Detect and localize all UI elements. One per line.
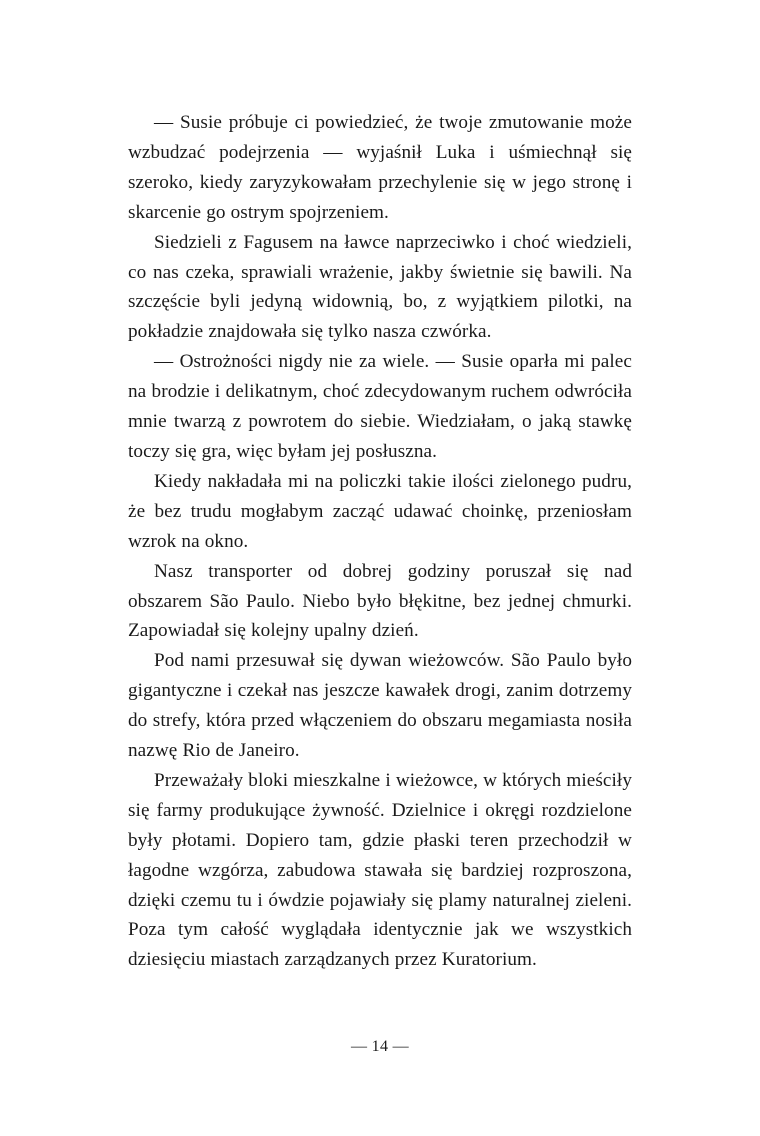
paragraph: — Susie próbuje ci powiedzieć, że twoje zmutowanie może wzbudzać podejrzenia — wyjaśnił Luka i uśmiechnął się szeroko, kiedy zaryzykowałam przechylenie się w jego stronę i skarcenie go ostrym spojrzeniem.	[128, 112, 632, 223]
paragraph: Siedzieli z Fagusem na ławce naprzeciwko i choć wiedzieli, co nas czeka, sprawiali wrażenie, jakby świetnie się bawili. Na szczęście byli jedyną widownią, bo, z wyjątkiem pilotki, na pokładzie znajdowała się tylko nasza czwórka.	[128, 231, 632, 343]
paragraph: Kiedy nakładała mi na policzki takie ilości zielonego pudru, że bez trudu mogłabym zacząć udawać choinkę, przeniosłam wzrok na okno.	[128, 470, 632, 552]
body-text-block	[128, 108, 632, 975]
paragraph: Pod nami przesuwał się dywan wieżowców. São Paulo było gigantyczne i czekał nas jeszcze kawałek drogi, zanim dotrzemy do strefy, która przed włączeniem do obszaru megamiasta nosiła nazwę Rio de Janeiro.	[128, 650, 632, 762]
paragraph: Przeważały bloki mieszkalne i wieżowce, w których mieściły się farmy produkujące żywność. Dzielnice i okręgi rozdzielone były płotami. Dopiero tam, gdzie płaski teren przechodził w łagodne wzgórza, zabudowa stawała się bardziej rozproszona, dzięki czemu tu i ówdzie pojawiały się plamy naturalnej zieleni. Poza tym całość wyglądała identycznie jak we wszystkich dziesięciu miastach zarządzanych przez Kuratorium.	[128, 769, 632, 971]
paragraph: Nasz transporter od dobrej godziny poruszał się nad obszarem São Paulo. Niebo było błękitne, bez jednej chmurki. Zapowiadał się kolejny upalny dzień.	[128, 560, 632, 642]
paragraph: — Ostrożności nigdy nie za wiele. — Susie oparła mi palec na brodzie i delikatnym, choć zdecydowanym ruchem odwróciła mnie twarzą z powrotem do siebie. Wiedziałam, o jaką stawkę toczy się gra, więc byłam jej posłuszna.	[128, 351, 632, 462]
page-number: — 14 —	[351, 1038, 409, 1055]
